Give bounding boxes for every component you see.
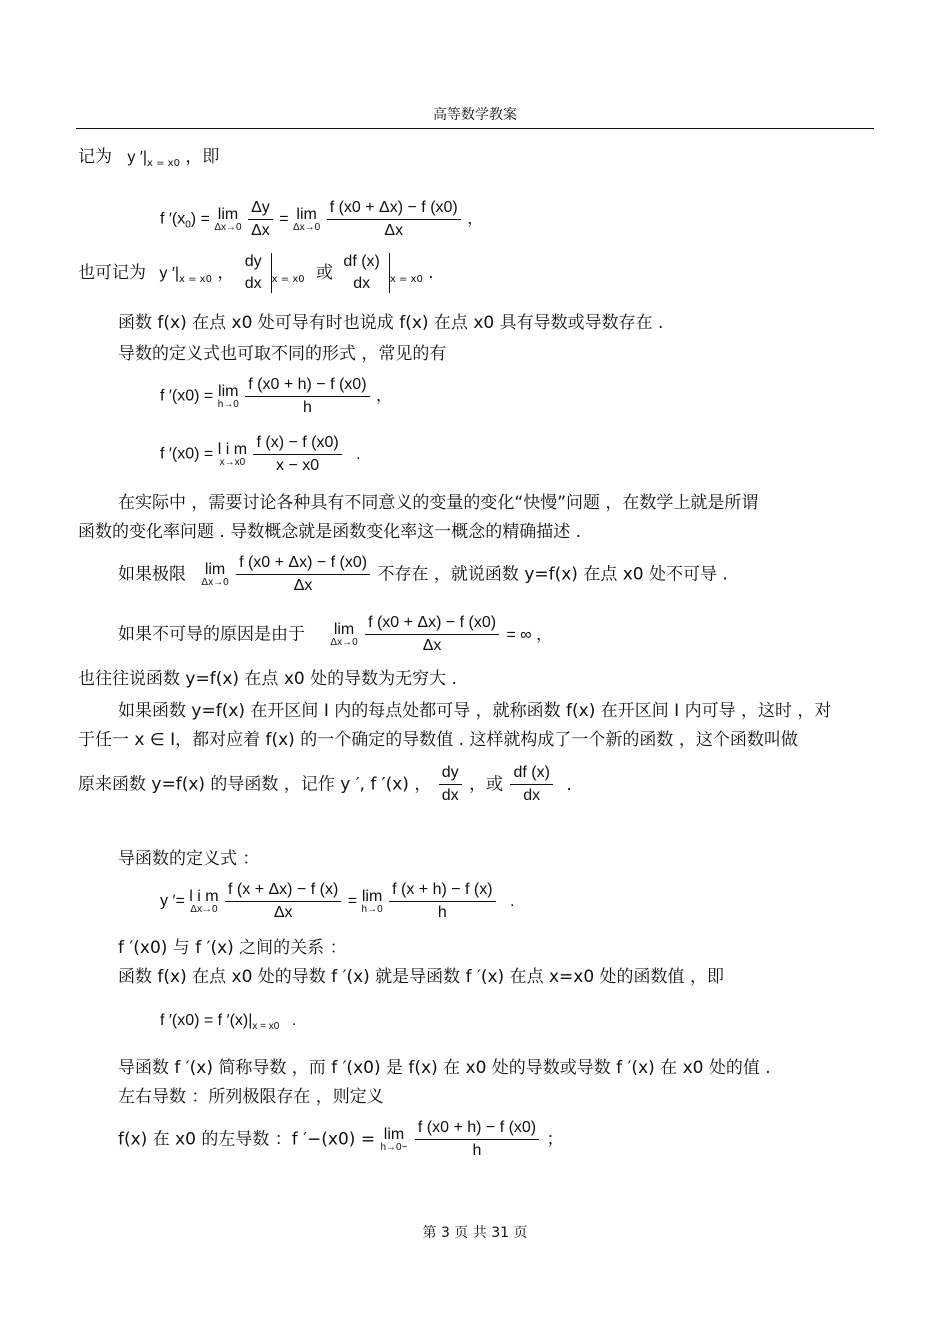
punct: ， [217,263,235,283]
punct: . [356,445,361,463]
paragraph-derivative-function-2: 于任一 x ∈ I，都对应着 f(x) 的一个确定的导数值 . 这样就构成了一个新的函数 ，这个函数叫做 [78,730,798,750]
math: = ∞ ， [506,626,553,644]
lim-sub: Δx→0 [190,903,218,915]
math: = [279,210,289,228]
punct: . [428,263,434,283]
math: y ′| [159,265,180,282]
denominator: h [437,904,447,921]
equation-evaluation [160,1012,296,1032]
lim-sub: Δx→0 [201,576,229,588]
math: f ′(x0) = [160,387,214,405]
math: f ′(x [160,210,186,228]
paragraph-one-sided-intro: 左右导数 ：所列极限存在 ，则定义 [118,1087,384,1107]
fraction [225,880,341,923]
fraction [389,880,495,923]
paragraph-derivative-function-3 [78,763,572,806]
fraction [327,198,461,241]
paragraph-infinite-derivative [118,613,552,656]
lim-text: lim [383,1125,405,1143]
lim-text: lim [333,620,355,638]
denominator: dx [353,275,371,292]
lim-text: lim [296,205,317,223]
equation-x-form [160,433,361,476]
limit [189,889,218,915]
line-notation-intro [78,146,219,175]
text: 记为 [78,147,112,167]
denominator: Δx [293,577,313,594]
math: = [347,892,358,910]
numerator: f (x + h) − f (x) [389,880,495,902]
lim-text: lim [204,560,226,578]
text: 或 [316,263,334,283]
punct: . [510,892,515,910]
lim-text: lim [217,205,239,223]
paragraph-abbreviation: 导函数 f ′(x) 简称导数 ，而 f ′(x0) 是 f(x) 在 x0 处的导数或导数 f ′(x) 在 x0 处的值 . [118,1058,771,1078]
denominator: dx [523,787,541,804]
denominator: x − x0 [276,457,320,474]
numerator: df (x) [343,253,380,270]
fraction [245,375,369,418]
limit [218,442,247,468]
lim-text: lim [361,887,383,905]
punct: . [291,1012,297,1029]
denominator: dx [441,787,459,804]
math: ) = [190,210,210,228]
math-sub: x = x0 [179,274,212,285]
page-header-title: 高等数学教案 [433,107,517,123]
line-alt-notation [78,252,434,294]
denominator: Δx [422,637,442,654]
punct: . [566,774,572,795]
math-sub: x = x0 [271,274,305,285]
fraction [242,252,265,294]
equation-derivative-function [160,880,514,923]
limit [293,207,320,233]
fraction [236,553,370,596]
numerator: f (x0 + h) − f (x0) [245,375,369,397]
lim-sub: Δx→0 [330,636,358,648]
fraction [510,763,552,806]
text: f(x) 在 x0 的左导数 ：f ′−(x0) = [118,1129,376,1150]
numerator: f (x + Δx) − f (x) [225,880,341,902]
punct: ， [375,387,392,405]
fraction [415,1118,539,1161]
numerator: Δy [248,198,273,220]
lim-sub: Δx→0 [214,221,242,233]
lim-sub: h→0 [361,903,383,915]
punct: ， [467,210,484,228]
text: 不存在 ，就说函数 y=f(x) 在点 x0 处不可导 . [377,564,728,585]
math-sub: x = x0 [389,274,423,285]
fraction [439,763,462,806]
text: ，或 [469,774,504,795]
text: 原来函数 y=f(x) 的导函数 ，记作 y ′, f ′(x) ， [78,774,432,795]
math: y ′| [127,149,148,166]
lim-sub: h→0− [380,1141,408,1153]
limit [330,622,357,648]
numerator: f (x0 + Δx) − f (x0) [236,553,370,575]
paragraph-left-derivative [118,1118,564,1161]
fraction [253,433,341,476]
denominator: h [472,1142,482,1159]
equation-h-form [160,375,392,418]
math-sub: x = x0 [147,158,180,169]
math: y ′= [160,892,185,910]
limit [214,207,241,233]
fraction [340,252,382,294]
math-sub: 0 [185,219,191,231]
page-footer-number: 第 3 页 共 31 页 [422,1225,528,1241]
limit [362,889,383,915]
text: 也可记为 [78,263,146,283]
numerator: dy [244,253,262,270]
punct: ； [546,1129,564,1150]
lim-sub: Δx→0 [293,221,321,233]
math-sub: x = x0 [252,1021,280,1032]
paragraph-differentiable: 函数 f(x) 在点 x0 处可导有时也说成 f(x) 在点 x0 具有导数或导数存在 . [118,313,664,333]
numerator: f (x) − f (x0) [253,433,341,455]
math: f ′(x0) = f ′(x)| [160,1012,253,1029]
denominator: dx [244,275,262,292]
denominator: Δx [273,904,293,921]
paragraph-rate-of-change-2: 函数的变化率问题 . 导数概念就是函数变化率这一概念的精确描述 . [78,522,582,542]
paragraph-derivative-function-1: 如果函数 y=f(x) 在开区间 I 内的每点处都可导 ，就称函数 f(x) 在开区间 I 内可导 ，这时 ，对 [118,701,832,721]
limit [218,384,239,410]
numerator: df (x) [510,763,552,785]
text: 如果不可导的原因是由于 [118,624,305,645]
lim-text: l i m [217,440,248,458]
paragraph-relation-label: f ′(x0) 与 f ′(x) 之间的关系 ： [118,938,347,958]
paragraph-definition-label: 导函数的定义式 ： [118,849,260,869]
text: 如果极限 [118,564,186,585]
lim-text: l i m [189,887,219,905]
denominator: Δx [251,222,270,239]
paragraph-infinity: 也往往说函数 y=f(x) 在点 x0 处的导数为无穷大 . [78,669,457,689]
equation-derivative-definition [160,198,483,241]
text: ，即 [185,147,220,167]
header-rule [76,128,874,129]
denominator: h [302,399,312,416]
numerator: f (x0 + h) − f (x0) [415,1118,539,1140]
numerator: f (x0 + Δx) − f (x0) [365,613,499,635]
limit [381,1127,408,1153]
lim-sub: x→x0 [219,456,246,468]
fraction [248,198,273,241]
fraction [365,613,499,656]
numerator: dy [439,763,462,785]
math: f ′(x0) = [160,445,214,463]
denominator: Δx [384,222,404,239]
evaluation-bar [389,253,390,293]
lim-text: lim [218,382,239,400]
evaluation-bar [271,253,272,293]
paragraph-relation: 函数 f(x) 在点 x0 处的导数 f ′(x) 就是导函数 f ′(x) 在点 x=x0 处的函数值 ，即 [118,967,724,987]
lim-sub: h→0 [217,398,239,410]
numerator: f (x0 + Δx) − f (x0) [327,198,461,220]
paragraph-forms: 导数的定义式也可取不同的形式 ，常见的有 [118,344,447,364]
paragraph-rate-of-change-1: 在实际中 ，需要讨论各种具有不同意义的变量的变化“快慢”问题 ，在数学上就是所谓 [118,493,759,513]
paragraph-not-differentiable [118,553,728,596]
limit [201,562,228,588]
